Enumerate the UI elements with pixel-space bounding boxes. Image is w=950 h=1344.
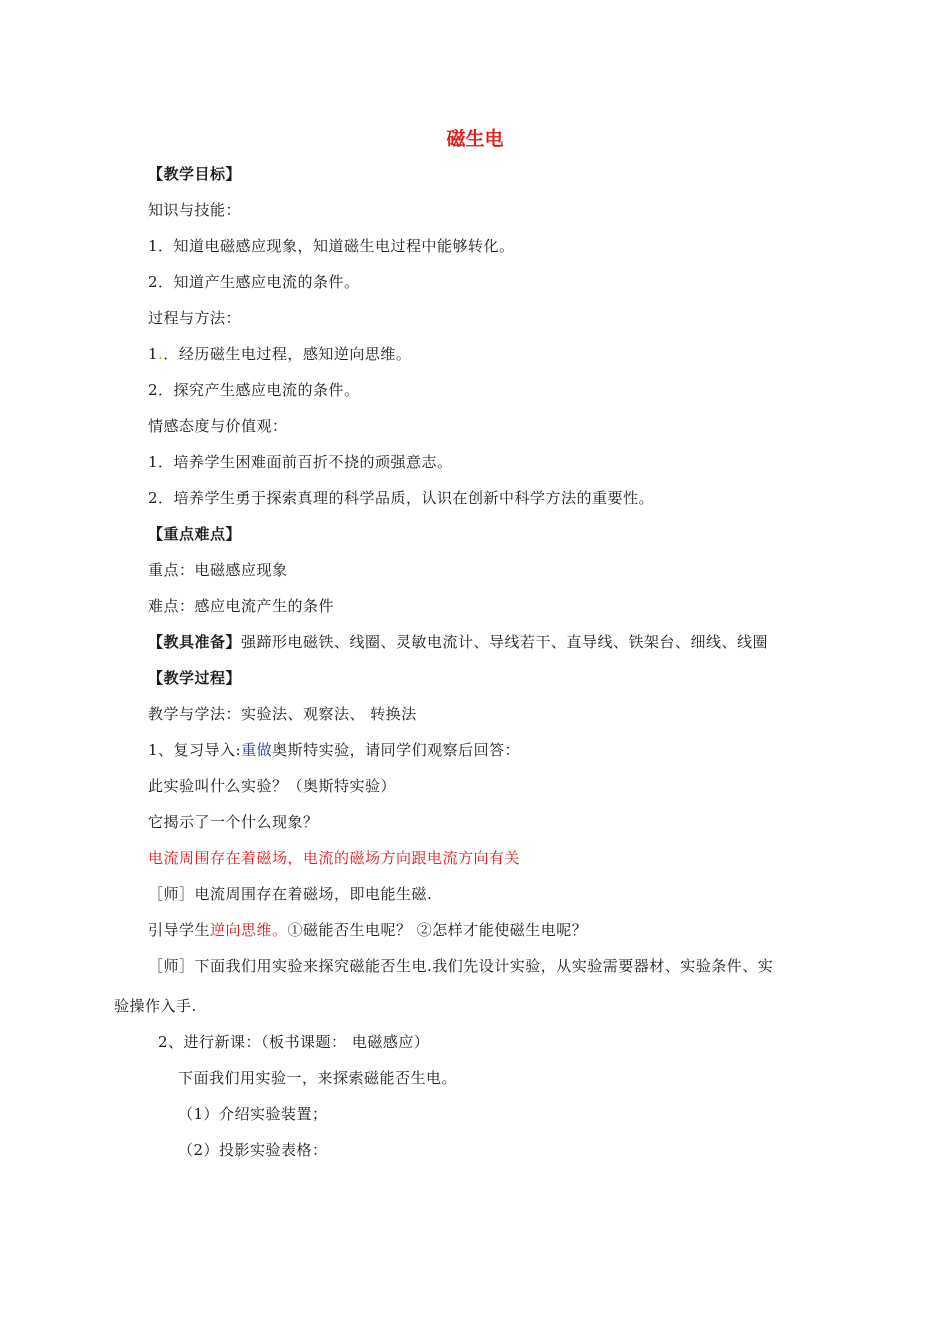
emotion-item-1: 1．培养学生困难面前百折不挠的顽强意志。 <box>148 453 453 471</box>
knowledge-item-2: 2．知道产生感应电流的条件。 <box>148 273 360 291</box>
tools-line <box>148 632 768 652</box>
teacher-remark-1: ［师］电流周围存在着磁场，即电能生磁. <box>148 885 433 903</box>
answer-text: 电流周围存在着磁场，电流的磁场方向跟电流方向有关 <box>148 849 521 867</box>
guide-line <box>148 920 587 940</box>
section-heading-process: 【教学过程】 <box>148 669 242 687</box>
question-1: 此实验叫什么实验？（奥斯特实验） <box>148 777 397 795</box>
key-point: 重点：电磁感应现象 <box>148 561 288 579</box>
subheading-knowledge: 知识与技能： <box>148 201 242 219</box>
guide-highlight: 逆向思维。 <box>210 921 288 939</box>
section-heading-goals: 【教学目标】 <box>148 165 242 183</box>
new-lesson-heading: 2、进行新课：（板书课题： 电磁感应） <box>158 1033 430 1051</box>
subheading-process: 过程与方法： <box>148 309 242 327</box>
review-highlight: 重做 <box>241 741 273 759</box>
review-prefix: 1、复习导入: <box>148 741 242 759</box>
process-item-1-mark: . <box>158 345 164 363</box>
review-text: 奥斯特实验，请同学们观察后回答： <box>272 741 521 759</box>
emotion-item-2: 2．培养学生勇于探索真理的科学品质，认识在创新中科学方法的重要性。 <box>148 489 655 507</box>
teacher-remark-2-continued: 验操作入手. <box>114 997 197 1015</box>
document-title: 磁生电 <box>446 128 504 150</box>
guide-prefix: 引导学生 <box>148 921 211 939</box>
subheading-emotion: 情感态度与价值观： <box>148 417 288 435</box>
guide-questions: ①磁能否生电呢？ ②怎样才能使磁生电呢？ <box>287 921 588 939</box>
review-line <box>148 740 520 760</box>
tools-list: 强蹄形电磁铁、线圈、灵敏电流计、导线若干、直导线、铁架台、细线、线圈 <box>241 633 769 651</box>
step-2: （2）投影实验表格： <box>178 1141 328 1159</box>
process-item-1-number: 1 <box>148 345 159 363</box>
knowledge-item-1: 1．知道电磁感应现象，知道磁生电过程中能够转化。 <box>148 237 515 255</box>
section-heading-key-points: 【重点难点】 <box>148 525 242 543</box>
teacher-remark-2: ［师］下面我们用实验来探究磁能否生电.我们先设计实验，从实验需要器材、实验条件、实 <box>148 957 774 975</box>
difficult-point: 难点：感应电流产生的条件 <box>148 597 335 615</box>
teaching-method: 教学与学法：实验法、观察法、 转换法 <box>148 705 417 723</box>
section-heading-tools: 【教具准备】 <box>148 633 242 651</box>
experiment-intro: 下面我们用实验一，来探索磁能否生电。 <box>178 1069 458 1087</box>
question-2: 它揭示了一个什么现象？ <box>148 813 319 831</box>
process-item-1 <box>148 344 411 364</box>
process-item-1-text: ．经历磁生电过程，感知逆向思维。 <box>163 345 412 363</box>
step-1: （1）介绍实验装置； <box>178 1105 328 1123</box>
process-item-2: 2．探究产生感应电流的条件。 <box>148 381 360 399</box>
